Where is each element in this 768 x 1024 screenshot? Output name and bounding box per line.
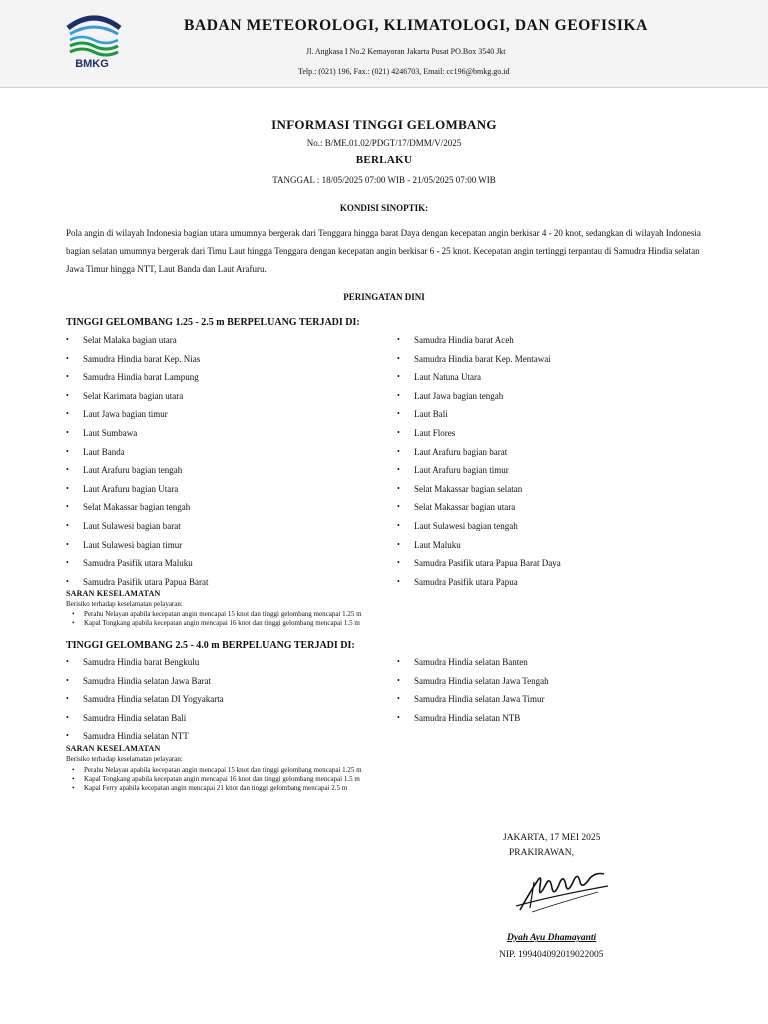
signatory-nip: NIP. 199404092019022005: [499, 950, 604, 960]
safety-item: • Kapal Tongkang apabila kecepatan angin mencapai 16 knot dan tinggi gelombang mencapai 1.5 m: [72, 619, 362, 628]
synoptic-heading: KONDISI SINOPTIK:: [339, 203, 429, 213]
logo-text: BMKG: [75, 58, 109, 70]
list-item: • Samudra Pasifik utara Maluku: [66, 557, 376, 576]
list-item: • Samudra Hindia selatan Banten: [397, 656, 707, 675]
list-item: • Selat Malaka bagian utara: [66, 334, 376, 353]
warning-heading: PERINGATAN DINI: [343, 292, 425, 302]
signature-place-date: JAKARTA, 17 MEI 2025: [503, 833, 601, 843]
list-item: • Samudra Hindia selatan DI Yogyakarta: [66, 693, 376, 712]
list-item: • Samudra Hindia selatan Jawa Barat: [66, 675, 376, 694]
group2-safety-list: [72, 766, 362, 793]
list-item: • Samudra Hindia barat Aceh: [397, 334, 707, 353]
list-item: • Samudra Hindia barat Bengkulu: [66, 656, 376, 675]
list-item: • Laut Maluku: [397, 539, 707, 558]
list-item: • Samudra Hindia selatan NTT: [66, 730, 376, 749]
list-item: • Samudra Hindia selatan Bali: [66, 712, 376, 731]
list-item: • Laut Flores: [397, 427, 707, 446]
list-item: • Laut Banda: [66, 446, 376, 465]
list-item: • Laut Sulawesi bagian tengah: [397, 520, 707, 539]
letterhead: [0, 0, 768, 88]
safety-item: • Perahu Nelayan apabila kecepatan angin mencapai 15 knot dan tinggi gelombang mencapai 1.25 m: [72, 610, 362, 619]
validity-period: TANGGAL : 18/05/2025 07:00 WIB - 21/05/2025 07:00 WIB: [272, 175, 496, 185]
safety-item: • Kapal Tongkang apabila kecepatan angin mencapai 16 knot dan tinggi gelombang mencapai 1.5 m: [72, 775, 362, 784]
safety-item: • Kapal Ferry apabila kecepatan angin mencapai 21 knot dan tinggi gelombang mencapai 2.5 m: [72, 784, 362, 793]
list-item: • Samudra Hindia selatan NTB: [397, 712, 707, 731]
document-number: No.: B/ME.01.02/PDGT/17/DMM/V/2025: [306, 138, 462, 148]
list-item: • Laut Sulawesi bagian timur: [66, 539, 376, 558]
list-item: • Samudra Hindia selatan Jawa Timur: [397, 693, 707, 712]
group2-safety-intro: Berisiko terhadap keselamatan pelayaran:: [66, 755, 183, 763]
list-item: • Laut Arafuru bagian Utara: [66, 483, 376, 502]
list-item: • Samudra Hindia barat Kep. Nias: [66, 353, 376, 372]
list-item: • Laut Arafuru bagian tengah: [66, 464, 376, 483]
list-item: • Samudra Pasifik utara Papua Barat Daya: [397, 557, 707, 576]
list-item: • Selat Makassar bagian selatan: [397, 483, 707, 502]
signatory-name: Dyah Ayu Dhamayanti: [507, 933, 597, 943]
list-item: • Selat Makassar bagian tengah: [66, 501, 376, 520]
list-item: • Laut Bali: [397, 408, 707, 427]
list-item: • Laut Jawa bagian timur: [66, 408, 376, 427]
group2-safety-title: SARAN KESELAMATAN: [66, 744, 161, 753]
list-item: • Laut Natuna Utara: [397, 371, 707, 390]
list-item: • Samudra Hindia barat Lampung: [66, 371, 376, 390]
list-item: • Samudra Pasifik utara Papua Barat: [66, 576, 376, 595]
handwritten-signature-icon: [512, 862, 612, 918]
document-title: INFORMASI TINGGI GELOMBANG: [271, 117, 497, 132]
group1-safety-title: SARAN KESELAMATAN: [66, 589, 161, 598]
group1-left-list: [66, 334, 376, 594]
group2-right-list: [397, 656, 707, 730]
list-item: • Samudra Hindia barat Kep. Mentawai: [397, 353, 707, 372]
list-item: • Samudra Pasifik utara Papua: [397, 576, 707, 595]
list-item: • Laut Arafuru bagian barat: [397, 446, 707, 465]
list-item: • Laut Jawa bagian tengah: [397, 390, 707, 409]
list-item: • Selat Makassar bagian utara: [397, 501, 707, 520]
organization-contact: Telp.: (021) 196, Fax.: (021) 4246703, Email: cc196@bmkg.go.id: [298, 67, 510, 76]
group2-left-list: [66, 656, 376, 749]
list-item: • Laut Arafuru bagian timur: [397, 464, 707, 483]
organization-address: Jl. Angkasa I No.2 Kemayoran Jakarta Pusat PO.Box 3540 Jkt: [306, 47, 506, 56]
list-item: • Samudra Hindia selatan Jawa Tengah: [397, 675, 707, 694]
signature-role: PRAKIRAWAN,: [509, 848, 574, 858]
group1-right-list: [397, 334, 707, 594]
list-item: • Laut Sumbawa: [66, 427, 376, 446]
list-item: • Selat Karimata bagian utara: [66, 390, 376, 409]
group1-safety-intro: Berisiko terhadap keselamatan pelayaran:: [66, 600, 183, 608]
safety-item: • Perahu Nelayan apabila kecepatan angin mencapai 15 knot dan tinggi gelombang mencapai 1.25 m: [72, 766, 362, 775]
synoptic-text: Pola angin di wilayah Indonesia bagian utara umumnya bergerak dari Tenggara hingga barat Daya dengan kecepatan angin berkisar 4 - 20 knot, sedangkan di wilayah Indonesia bagian selatan umumnya bergerak dari Timu Laut hingga Tenggara dengan kecepatan angin berkisar 6 - 25 knot. Kecepatan angin tertinggi terpantau di Samudra Hindia selatan Jawa Timur hingga NTT, Laut Banda dan Laut Arafuru.: [66, 228, 701, 274]
group2-title: TINGGI GELOMBANG 2.5 - 4.0 m BERPELUANG TERJADI DI:: [66, 640, 355, 651]
organization-name: BADAN METEOROLOGI, KLIMATOLOGI, DAN GEOFISIKA: [184, 17, 648, 34]
group1-safety-list: [72, 610, 362, 628]
group1-title: TINGGI GELOMBANG 1.25 - 2.5 m BERPELUANG TERJADI DI:: [66, 317, 360, 328]
validity-label: BERLAKU: [355, 154, 413, 166]
list-item: • Laut Sulawesi bagian barat: [66, 520, 376, 539]
